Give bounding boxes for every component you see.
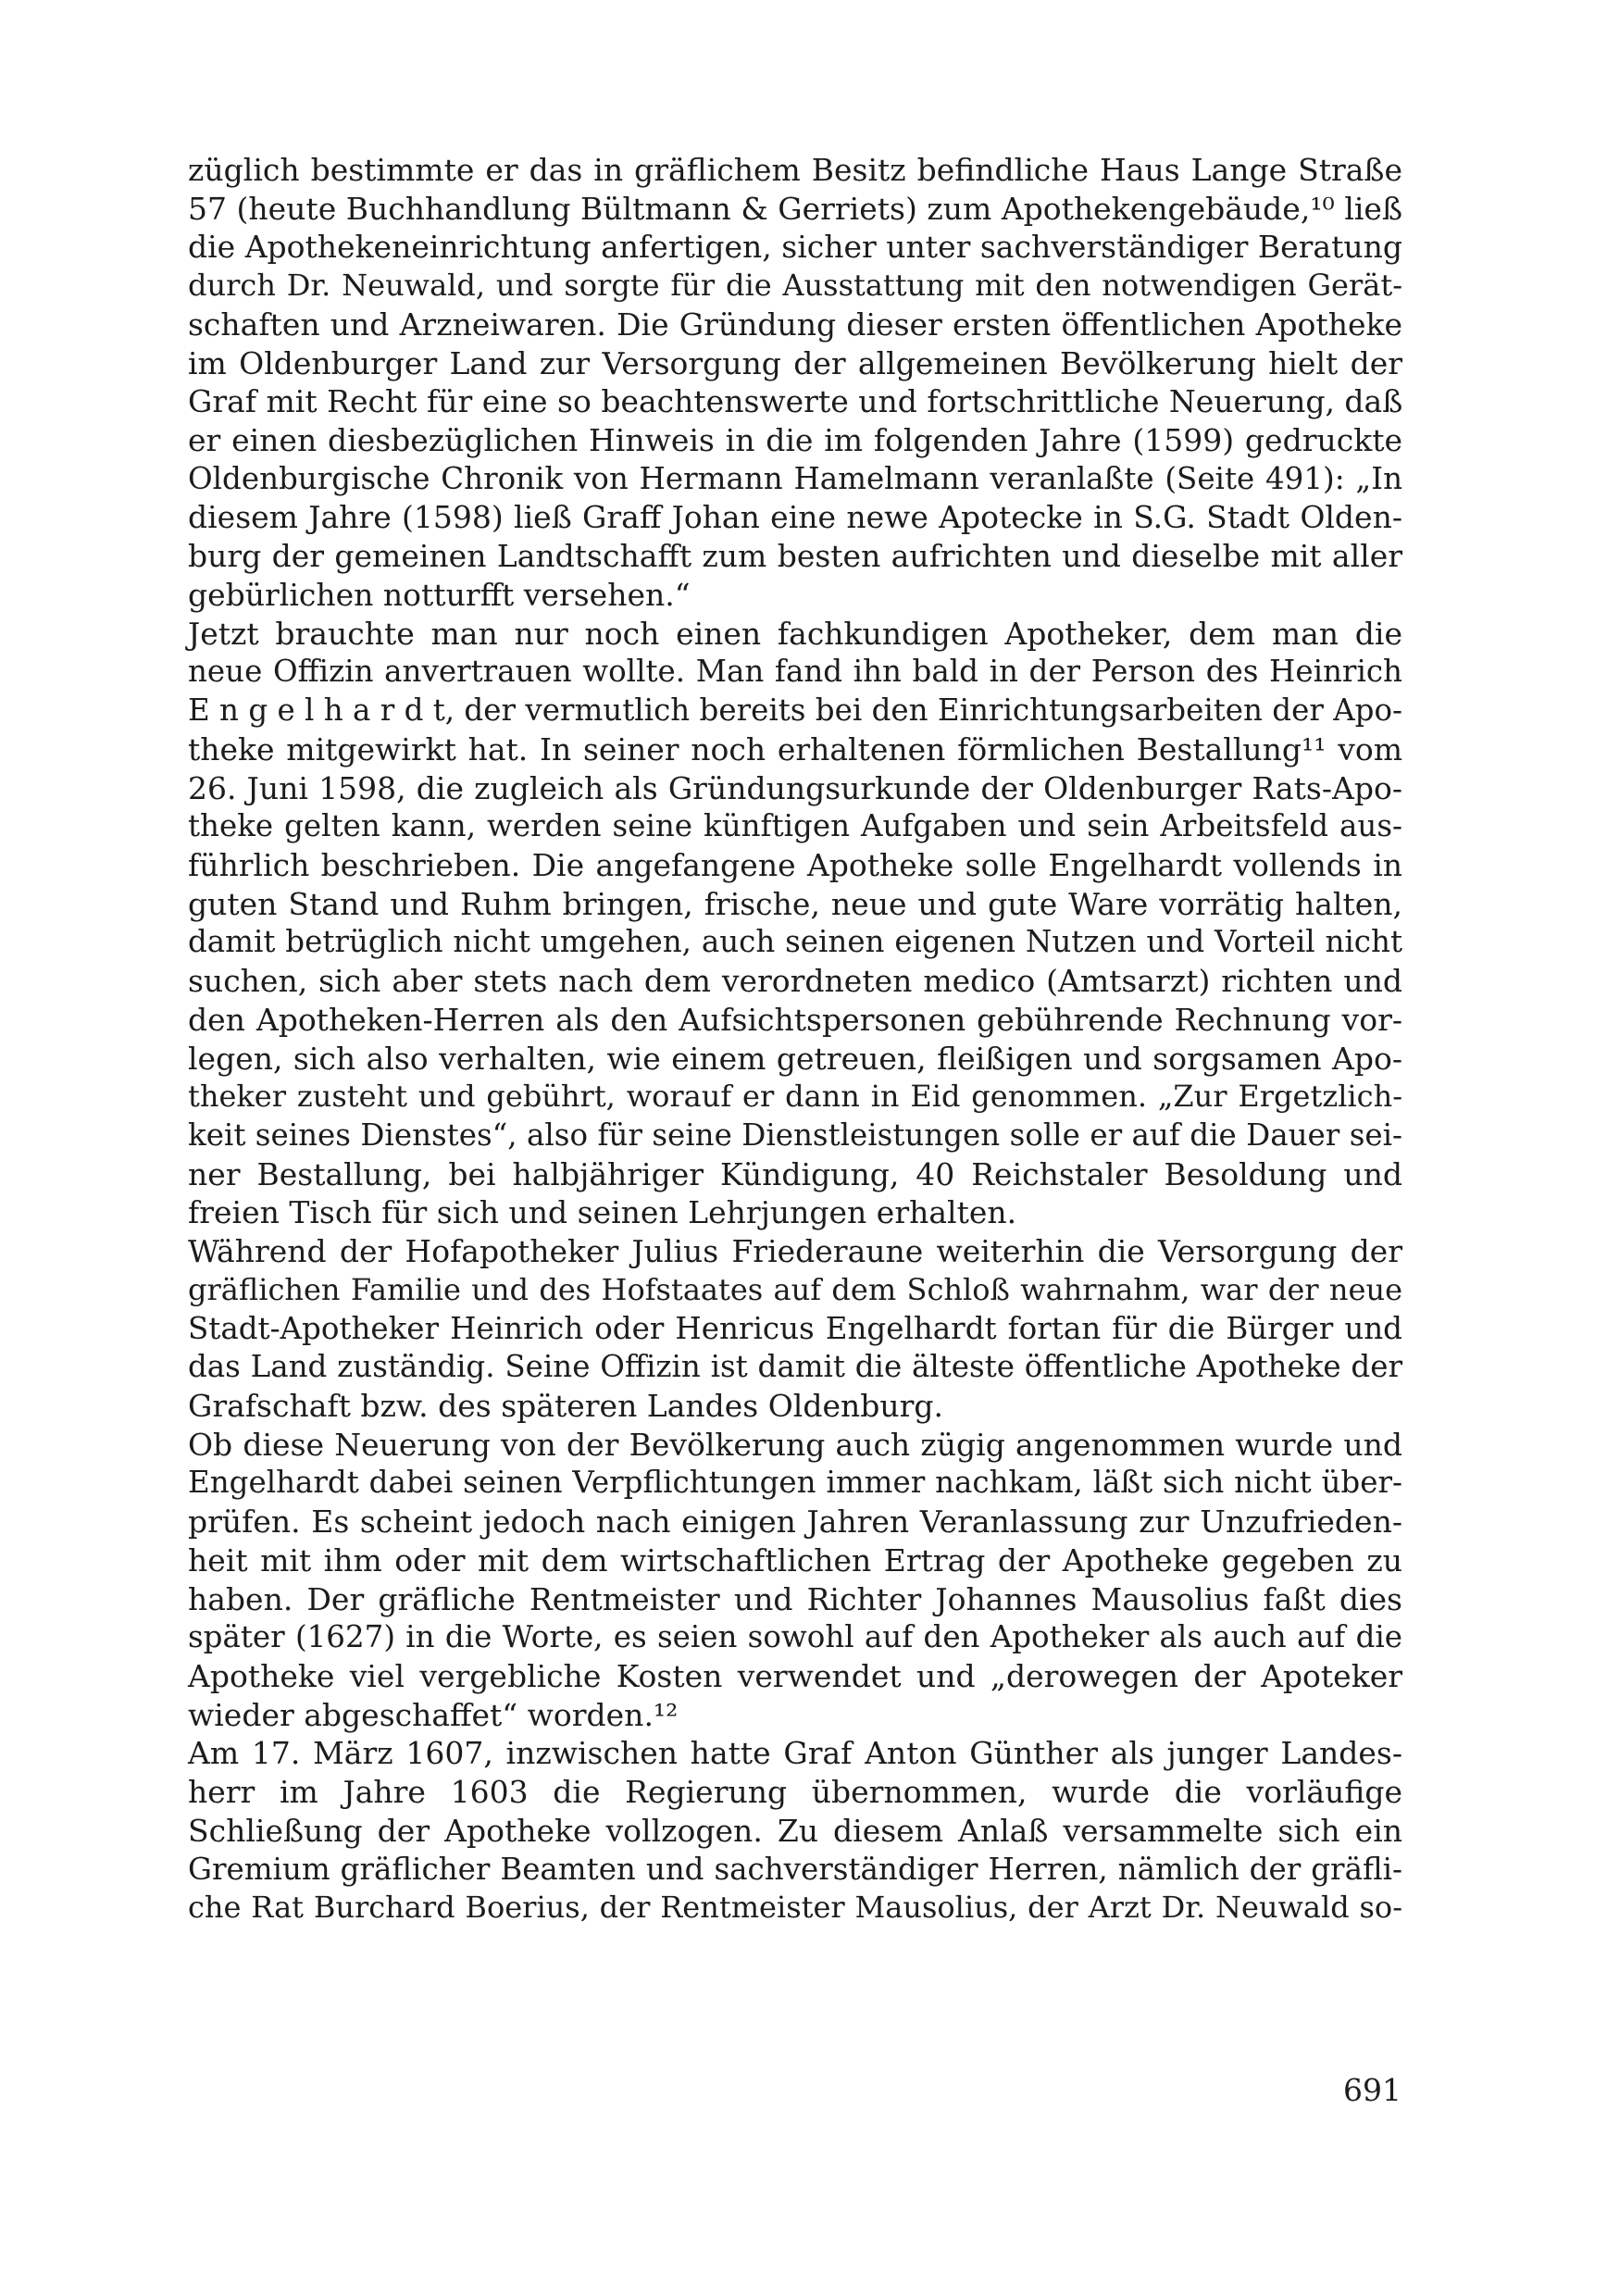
text-line: burg der gemeinen Landtschafft zum besten aufrichten und dieselbe mit aller [188, 538, 1402, 575]
page-number: 691 [1343, 2072, 1401, 2108]
text-line: den Apotheken-Herren als den Aufsichtspersonen gebührende Rechnung vor- [188, 1001, 1402, 1038]
text-line: Graf mit Recht für eine so beachtenswerte und fortschrittliche Neuerung, daß [188, 383, 1403, 420]
text-line: die Apothekeneinrichtung anfertigen, sicher unter sachverständiger Beratung [188, 229, 1402, 266]
text-line: er einen diesbezüglichen Hinweis in die im folgenden Jahre (1599) gedruckte [188, 422, 1402, 459]
text-line: Jetzt brauchte man nur noch einen fachkundigen Apotheker, dem man die [188, 615, 1402, 652]
text-line: Stadt-Apotheker Heinrich oder Henricus Engelhardt fortan für die Bürger und [188, 1310, 1402, 1346]
text-line: durch Dr. Neuwald, und sorgte für die Ausstattung mit den notwendigen Gerät- [188, 268, 1402, 304]
text-line: Grafschaft bzw. des späteren Landes Oldenburg. [188, 1388, 944, 1424]
text-line: im Oldenburger Land zur Versorgung der allgemeinen Bevölkerung hielt der [188, 344, 1402, 381]
text-line: theker zusteht und gebührt, worauf er dann in Eid genommen. „Zur Ergetzlich- [188, 1079, 1402, 1115]
text-line: keit seines Dienstes“, also für seine Dienstleistungen solle er auf die Dauer sei- [188, 1117, 1402, 1153]
text-line: prüfen. Es scheint jedoch nach einigen Jahren Veranlassung zur Unzufrieden- [188, 1504, 1402, 1541]
text-line: Oldenburgische Chronik von Hermann Hamelmann veranlaßte (Seite 491): „In [188, 460, 1402, 496]
text-line: theke gelten kann, werden seine künftigen Aufgaben und sein Arbeitsfeld aus- [188, 808, 1402, 844]
text-line: herr im Jahre 1603 die Regierung übernommen, wurde die vorläufige [188, 1774, 1402, 1811]
text-line: wieder abgeschaffet“ worden.¹² [188, 1696, 679, 1733]
text-line: damit betrüglich nicht umgehen, auch seinen eigenen Nutzen und Vorteil nicht [188, 924, 1402, 960]
text-line: Am 17. März 1607, inzwischen hatte Graf Anton Günther als junger Landes- [188, 1735, 1402, 1772]
text-line: diesem Jahre (1598) ließ Graff Johan eine newe Apotecke in S.G. Stadt Olden- [188, 499, 1402, 536]
text-line: haben. Der gräfliche Rentmeister und Richter Johannes Mausolius faßt dies [188, 1580, 1402, 1617]
text-line: ner Bestallung, bei halbjähriger Kündigung, 40 Reichstaler Besoldung und [188, 1155, 1402, 1192]
text-line: che Rat Burchard Boerius, der Rentmeister Mausolius, der Arzt Dr. Neuwald so- [188, 1890, 1402, 1926]
text-line: schaften und Arzneiwaren. Die Gründung dieser ersten öffentlichen Apotheke [188, 306, 1402, 343]
text-line: führlich beschrieben. Die angefangene Apotheke solle Engelhardt vollends in [188, 846, 1402, 883]
text-line: Engelhardt dabei seinen Verpflichtungen immer nachkam, läßt sich nicht über- [188, 1465, 1402, 1501]
body-text [188, 151, 1402, 1928]
text-line: Schließung der Apotheke vollzogen. Zu diesem Anlaß versammelte sich ein [188, 1812, 1402, 1849]
text-line: freien Tisch für sich und seinen Lehrjungen erhalten. [188, 1194, 1017, 1231]
text-line: heit mit ihm oder mit dem wirtschaftlichen Ertrag der Apotheke gegeben zu [188, 1541, 1402, 1578]
text-line: Apotheke viel vergebliche Kosten verwendet und „derowegen der Apoteker [188, 1658, 1402, 1695]
text-line: 26. Juni 1598, die zugleich als Gründungsurkunde der Oldenburger Rats-Apo- [188, 769, 1402, 806]
text-line: 57 (heute Buchhandlung Bültmann & Gerriets) zum Apothekengebäude,¹⁰ ließ [188, 190, 1402, 227]
text-line: Ob diese Neuerung von der Bevölkerung auch zügig angenommen wurde und [188, 1426, 1402, 1463]
text-line: suchen, sich aber stets nach dem verordneten medico (Amtsarzt) richten und [188, 963, 1402, 1000]
text-line: das Land zuständig. Seine Offizin ist damit die älteste öffentliche Apotheke der [188, 1349, 1402, 1385]
text-line: theke mitgewirkt hat. In seiner noch erhaltenen förmlichen Bestallung¹¹ vom [188, 730, 1402, 767]
text-line: guten Stand und Ruhm bringen, frische, neue und gute Ware vorrätig halten, [188, 885, 1402, 922]
text-line: neue Offizin anvertrauen wollte. Man fand ihn bald in der Person des Heinrich [188, 654, 1402, 690]
text-line: legen, sich also verhalten, wie einem getreuen, fleißigen und sorgsamen Apo- [188, 1040, 1402, 1077]
text-line: gebürlichen notturfft versehen.“ [188, 576, 691, 613]
text-line: Während der Hofapotheker Julius Friederaune weiterhin die Versorgung der [188, 1233, 1402, 1270]
text-line: E n g e l h a r d t, der vermutlich bereits bei den Einrichtungsarbeiten der Apo- [188, 693, 1403, 729]
text-line: gräflichen Familie und des Hofstaates auf dem Schloß wahrnahm, war der neue [188, 1271, 1402, 1307]
text-line: züglich bestimmte er das in gräflichem Besitz befindliche Haus Lange Straße [188, 152, 1402, 188]
text-line: Gremium gräflicher Beamten und sachverständiger Herren, nämlich der gräfli- [188, 1851, 1402, 1887]
text-line: später (1627) in die Worte, es seien sowohl auf den Apotheker als auch auf die [188, 1619, 1402, 1655]
